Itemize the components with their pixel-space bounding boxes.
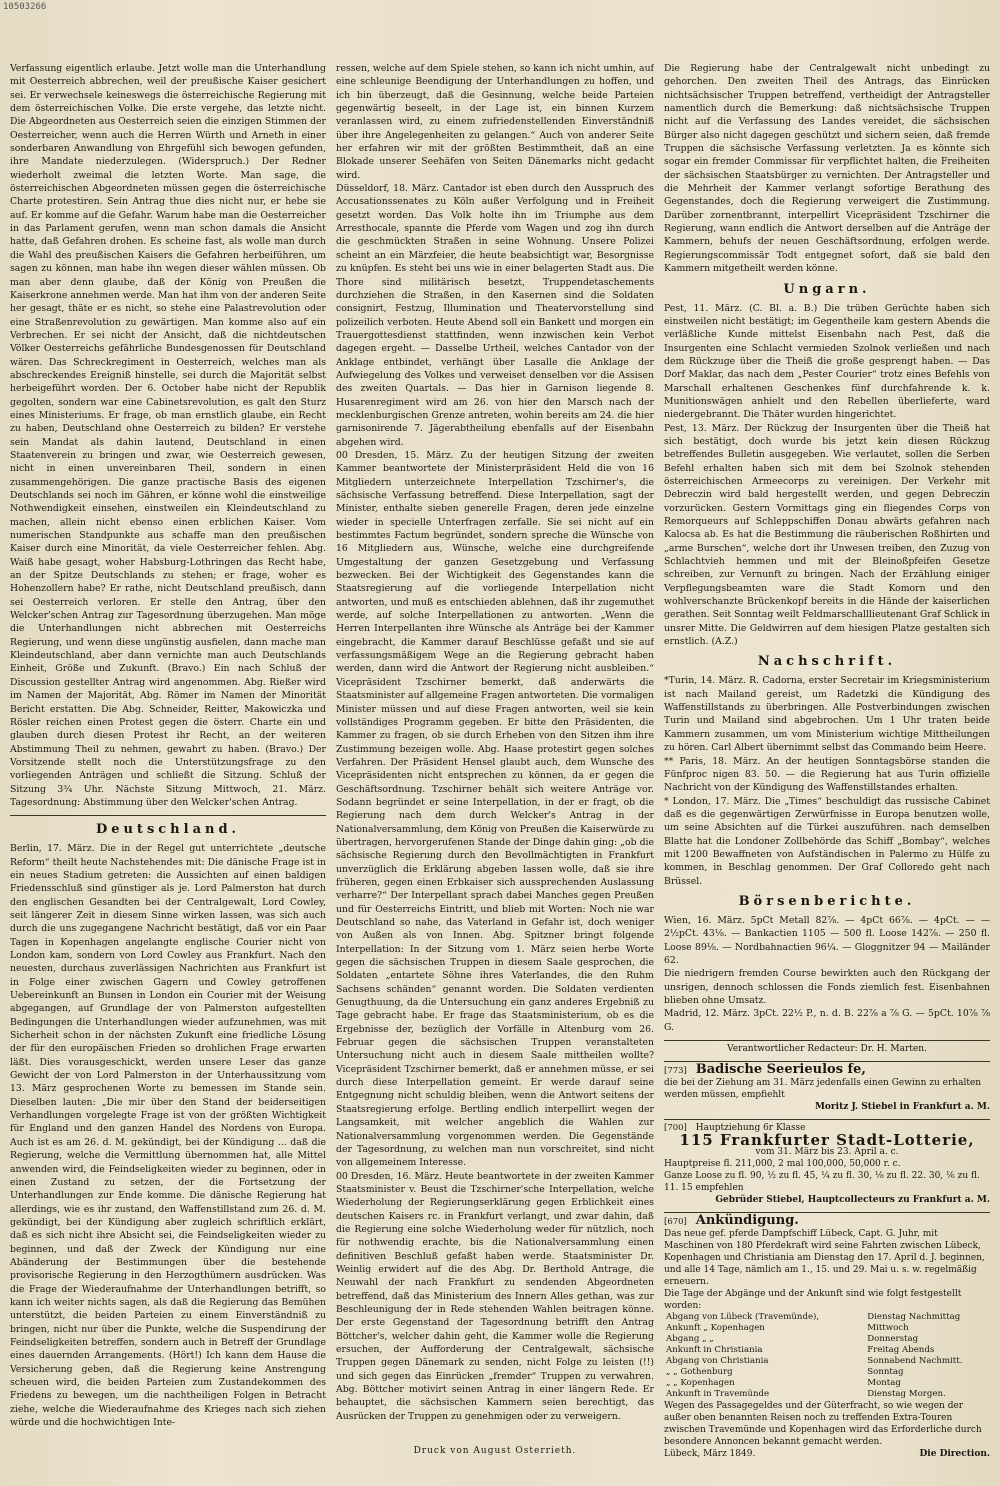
schedule-row xyxy=(664,1378,990,1389)
schedule-route: „ „ Gothenburg xyxy=(666,1367,733,1378)
column-2 xyxy=(336,62,654,1462)
ad-signature xyxy=(664,1448,990,1460)
article-paragraph: ressen, welche auf dem Spiele stehen, so kann ich nicht umhin, auf eine schleunige Beendigung der Unterhandlungen zu hoffen, und ich bin überzeugt, daß die Gesinnung, welche beide Parteien gegenwärtig beseelt, in der Lage ist, ein binnen Kurzem veranlassen wird, zu einem zufriedenstellenden Einverständniß über ihre Angelegenheiten zu gelangen.“ Auch von anderer Seite her erfahren wir mit der größten Bestimmtheit, daß an eine Blokade unserer Seehäfen von Seiten Dänemarks nicht gedacht wird. xyxy=(336,63,654,181)
article-paragraph: 00 Dresden, 15. März. Zu der heutigen Sitzung der zweiten Kammer beantwortete der Ministerpräsident Held die von 16 Mitgliedern unterzeichnete Interpellation Tzschirner's, die sächsische Verfassung betreffend. Diese Interpellation, sagt der Minister, enthalte sieben generelle Fragen, deren jede einzelne wieder in specielle Unterfragen zerfalle. Sie sei nicht auf ein bestimmtes Factum begründet, sondern spreche die Wünsche von 16 Mitgliedern aus, Wünsche, welche eine durchgreifende Umgestaltung der ganzen Gesetzgebung und Verfassung bezwecken. Bei der Wichtigkeit des Gegenstandes kann die Staatsregierung auf die vorliegende Interpellation nicht antworten, und muß es entschieden ablehnen, daß ihr zugemuthet werde, auf solche Interpellationen zu antworten. „Wenn die Herren Interpellanten ihre Wünsche als Anträge bei der Kammer eingebracht, die Kammer darauf Beschlüsse gefaßt und sie auf verfassungsmäßigem Wege an die Regierung gebracht haben werden, dann wird die Antwort der Regierung nicht ausbleiben.“ Vicepräsident Tzschirner bemerkt, daß anderwärts die Staatsminister auf allgemeine Fragen antworteten. Die vormaligen Minister müssen und auf diese Fragen antworten, weil sie kein vollständiges Programm gegeben. Er bitte den Präsidenten, die Kammer zu fragen, ob sie durch Erheben von den Sitzen ihm ihre Zustimmung bezeigen wolle. Abg. Haase protestirt gegen solches Verfahren. Der Präsident Hensel glaubt auch, dem Wunsche des Vicepräsidenten nicht entsprechen zu können, da er gegen die Geschäftsordnung. Tzschirner behält sich weitere Anträge vor. Sodann begründet er seine Interpellation, in der er fragt, ob die Regierung nach dem durch Welcker's Antrag in der Nationalversammlung, dem König von Preußen die Kaiserwürde zu übertragen, hervorgerufenen Stande der Dinge dahin ging: „ob die sächsische Regierung durch den Bevollmächtigten in Frankfurt unverzüglich die Erklärung abgeben lassen wolle, daß sie ihre früheren, gegen einen Erbkaiser sich aussprechenden Auslassung verharre?“ Der Interpellant sprach dabei Manches gegen Preußen und für Oesterreichs Eintritt, und blieb mit Worten: Noch nie war Deutschland so nahe, das Vaterland in Gefahr ist, doch weniger von Außen als von Innen. Abg. Spitzner bringt folgende Interpellation: In der Sitzung vom 1. März seien herbe Worte gegen die sächsischen Truppen in diesem Saale gesprochen, die Soldaten „entartete Söhne ihres Vaterlandes, die den Ruhm Sachsens schänden“ genannt worden. Die Soldaten verdienten Genugthuung, da die Untersuchung ein ganz anderes Ergebniß zu Tage gebracht habe. Er frage das Staatsministerium, ob es die Ergebnisse der, bezüglich der Vorfälle in Altenburg vom 26. Februar gegen die sächsischen Truppen veranstalteten Untersuchung nicht auch in diesem Saale mittheilen wollte? Vicepräsident Tzschirner bemerkt, daß er annehmen müsse, er sei durch diese Interpellation gemeint. Er werde darauf seine Entgegnung nicht schuldig bleiben, wenn die Antwort seitens der Staatsregierung erfolge. Bertling endlich interpellirt wegen der Langsamkeit, mit welcher angeblich die Wahlen zur Nationalversammlung vorgenommen werden. Die Gegenstände der Tagesordnung, zu welchen man nun vorschreitet, sind nicht von allgemeinem Interesse. xyxy=(336,449,654,1169)
ad-text: Wegen des Passagegeldes und der Güterfracht, so wie wegen der außer oben benannten Reisen noch zu treffenden Extra-Touren zwischen Travemünde und Kopenhagen wird das Erforderliche durch besondere Annoncen bekannt gemacht werden. xyxy=(664,1401,982,1448)
schedule-day: Montag xyxy=(867,1378,901,1389)
section-title-nachschrift: Nachschrift. xyxy=(757,654,897,670)
schedule-row xyxy=(664,1367,990,1378)
ad-number: [773] xyxy=(664,1066,687,1077)
article-paragraph: Verfassung eigentlich erlaube. Jetzt wolle man die Unterhandlung mit Oesterreich abbrechen, weil der preußische Kaiser gesichert sei. Er verwechsele keineswegs die österreichische Regierung mit dem österreichischen Volke. Die erste vergehe, das letzte nicht. Die Abgeordneten aus Oesterreich seien die einzigen Stimmen der Oesterreicher, wenn auch die Herren Würth und Arneth in einer sonderbaren Anwandlung von Ehrgefühl sich bewogen gefunden, ihre Mandate niederzulegen. (Widerspruch.) Der Redner wiederholt zweimal die letzten Worte. Man sage, die österreichischen Abgeordneten müssen gegen die österreichische Charte protestiren. Sein Antrag thue dies nicht nur, er hebe sie auf. Er komme auf die Gefahr. Warum habe man die Oesterreicher in das Parlament gerufen, wenn man schon damals die Ansicht hatte, daß Gefahren drohen. Es scheine fast, als wolle man durch die Wahl des preußischen Kaisers die Gefahren herbeiführen, um sagen zu können, man habe ihn wegen dieser wählen müssen. Ob man aber denn glaube, daß der König von Preußen die Kaiserkrone annehmen werde. Man hat ihm von der anderen Seite her gesagt, thäte er es nicht, so stehe eine Palastrevolution oder eine Straßenrevolution zu gewärtigen. Man komme also auf ein Verbrechen. Er sei nicht der Ansicht, daß die nichtdeutschen Völker Oesterreichs gefährliche Bundesgenossen für Deutschland wären. Das Schreckregiment in Oesterreich, welches man als abschreckendes Ereigniß hinstelle, sei durch die Majorität selbst herbeigeführt worden. Der 6. October habe nicht der Republik gegolten, sondern war eine Cabinetsrevolution, es galt den Sturz eines Ministeriums. Er frage, ob man ernstlich glaube, ein Recht zu haben, Deutschland ohne Oesterreich zu bilden? Er verstehe sein Mandat als dahin lautend, Deutschland in einen Staatenverein zu bringen und zwar, wie Oesterreich gewesen, nicht in einen unvereinbaren Theil, sondern in einen zusammengehörigen. Die ganze practische Basis des eigenen Deutschlands sei noch im Gähren, er könne wohl die einstweilige Nothwendigkeit einsehen, einstweilen ein Kleindeutschland zu machen, allein nicht ebenso einen erblichen Kaiser. Vom numerischen Standpunkte aus schaffe man den preußischen Kaiser durch eine Minorität, da viele Oesterreicher fehlen. Abg. Waiß habe gesagt, woher Habsburg-Lothringen das Recht habe, an der Spitze Deutschlands zu stehen; er frage, woher es Hohenzollern habe? Er rathe, nicht Deutschland preußisch, dann sei Oesterreich verloren. Er stelle den Antrag, über den Welcker'schen Antrag zur Tagesordnung überzugehen. Man möge die Unterhandlungen nicht abbrechen mit Oesterreichs Regierung, und wenn diese ungünstig ausfielen, dann mache man Kleindeutschland, aber dann vernichte man auch Deutschlands Einheit, Größe und Zukunft. (Bravo.) Ein nach Schluß der Discussion gestellter Antrag wird angenommen. Abg. Rießer wird im Namen der Majorität, Abg. Römer im Namen der Minorität Bericht erstatten. Die Abg. Schneider, Reitter, Makowiczka und Rösler reichen einen Protest gegen die österr. Charte ein und glauben durch diesen Protest ihr Recht, an der weiteren Abstimmung Theil zu nehmen, gewahrt zu haben. (Bravo.) Der Vorsitzende stellt noch die Unterstützungsfrage zu den vorliegenden Anträgen und schließt die Sitzung. Schluß der Sitzung 3¾ Uhr. Nächste Sitzung Mittwoch, 21. März. Tagesordnung: Abstimmung über den Welcker'schen Antrag. xyxy=(10,63,326,808)
schedule-row xyxy=(664,1312,990,1323)
schedule-table xyxy=(664,1312,990,1400)
ad-seller: Gebrüder Stiebel, Hauptcollecteurs zu Frankfurt a. M. xyxy=(715,1195,990,1206)
divider xyxy=(664,1119,990,1120)
ad-sign: Die Direction. xyxy=(919,1449,990,1460)
schedule-day: Dienstag Nachmittag xyxy=(867,1312,961,1323)
article-paragraph: * London, 17. März. Die „Times“ beschuldigt das russische Cabinet daß es die gegenwärtigen Zerwürfnisse in Europa benutzen wolle, um seine Absichten auf die Türkei auszuführen. nach demselben Blatte hat die Londoner Zollbehörde das Schiff „Bombay“, welches mit 1200 Bewaffneten von Aufständischen in Palermo zu Hülfe zu kommen, in Beschlag genommen. Der Graf Colloredo geht nach Brüssel. xyxy=(664,795,990,887)
section-title-boersenberichte: Börsenberichte. xyxy=(738,893,916,909)
schedule-row xyxy=(664,1345,990,1356)
schedule-day: Mittwoch xyxy=(867,1323,909,1334)
article-paragraph: Berlin, 17. März. Die in der Regel gut unterrichtete „deutsche Reform“ theilt heute Nachstehendes mit: Die dänische Frage ist in ein neues Stadium getreten: die Aussichten auf einen baldigen Friedensschluß sind günstiger als je. Lord Palmerston hat durch den englischen Gesandten bei der Centralgewalt, Lord Cowley, seit längerer Zeit in diesem Sinne wirken lassen, was sich auch durch die uns zugegangene Nachricht bestätigt, daß vor ein Paar Tagen in Kopenhagen angelangte englische Courier nicht von London kam, sondern von Lord Cowley aus Frankfurt. Nach den neuesten, durchaus zuverlässigen Nachrichten aus Frankfurt ist in Folge einer zwischen Gagern und Cowley getroffenen Uebereinkunft an Bunsen in London ein Courier mit der Weisung abgegangen, auf Grundlage der von Palmerston aufgestellten Bedingungen die Unterhandlungen wieder aufzunehmen, was mit Sicherheit schon in der nächsten Zukunft eine friedliche Lösung der für den europäischen Frieden so drohlichen Frage erwarten läßt. Dies vorausgeschickt, werden unsere Leser das ganze Gewicht der von Lord Palmerston in der Unterhaussitzung vom 13. März gesprochenen Worte zu bemessen im Stande sein. Dieselben lauten: „Die mir über den Stand der beiderseitigen Verhandlungen vorgelegte Frage ist von der größten Wichtigkeit für England und den ganzen Handel des Nordens von Europa. Auch ist es am 26. d. M. gekündigt, bei der Kündigung ... daß die Regierung, welche die Vermittlung übernommen hat, alle Mittel anwenden wird, die Feindseligkeiten wieder zu beginnen, oder in einen Zustand zu setzen, der die Fortsetzung der Unterhandlungen zur Ende komme. Die dänische Regierung hat allerdings, wie es ihr zustand, den Waffenstillstand zum 26. d. M. gekündigt, bei der Kündigung aber zugleich schriftlich erklärt, daß es sich nicht ihre Absicht sei, die Feindseligkeiten wieder zu beginnen, und daß der Zweck der Kündigung nur eine Abänderung der Bestimmungen über die bestehende provisorische Regierung in den Herzogthümern ausdrücken. Was die Frage der Wiederaufnahme der Unterhandlungen betrifft, so kann ich weiter nichts sagen, als daß die Regierung das Bemühen unterstützt, die beiden Parteien zu einem Einverständniß zu bringen, nicht nur über die Punkte, welche die Suspendirung der Feindseligkeiten betreffen, sondern auch in Betreff der Grundlage eines dauernden Arrangements. (Hört!) Ich kann dem Hause die Versicherung geben, daß die Regierung keine Anstrengung scheuen wird, die beiden Parteien zum Zustandekommen des Friedens zu bewegen, um die nachtheiligen Folgen in Betracht ziehe, welche die Wiederaufnahme des Krieges nach sich ziehen würde und die hochwichtigen Inte- xyxy=(10,843,326,1429)
schedule-row xyxy=(664,1356,990,1367)
schedule-row xyxy=(664,1334,990,1345)
article-paragraph: Madrid, 12. März. 3pCt. 22½ P., n. d. B. 22⅞ a ⅞ G. — 5pCt. 10⅞ ⅞ G. xyxy=(664,1008,990,1033)
schedule-day: Donnerstag xyxy=(867,1334,919,1345)
ad-dates: vom 31. März bis 23. April a. c. xyxy=(755,1147,899,1158)
advertisement-frankfurt-lottery xyxy=(664,1122,990,1206)
schedule-route: Ankunft in Travemünde xyxy=(666,1389,770,1400)
ad-text: die bei der Ziehung am 31. März jedenfalls einen Gewinn zu erhalten werden müssen, empfiehlt xyxy=(664,1078,982,1101)
ad-number: [670] xyxy=(664,1217,687,1228)
schedule-day: Freitag Abends xyxy=(867,1345,935,1356)
section-title-deutschland: Deutschland. xyxy=(95,822,241,838)
ad-prizes: Hauptpreise fl. 211,000, 2 mal 100,000, 50,000 r. c. xyxy=(664,1159,901,1170)
printer-imprint: Druck von August Osterrieth. xyxy=(413,1446,577,1456)
schedule-route: „ „ Kopenhagen xyxy=(666,1378,735,1389)
column-3 xyxy=(664,62,990,1462)
ad-text: Das neue gef. pferde Dampfschiff Lübeck, Capt. G. Juhr, mit Maschinen von 180 Pferdekraft wird seine Fahrten zwischen Lübeck, Kopenhagen und Christiania am Dienstag den 17. April d. J. beginnen, und alle 14 Tage, nämlich am 1., 15. und 29. Mai u. s. w. regelmäßig erneuern. xyxy=(664,1229,985,1288)
article-paragraph: Die niedrigern fremden Course bewirkten auch den Rückgang der unsrigen, dennoch schlossen die Fonds ziemlich fest. Eisenbahnen blieben ohne Umsatz. xyxy=(664,968,990,1006)
schedule-route: Abgang von Lübeck (Travemünde), xyxy=(666,1312,820,1323)
ad-sign-place: Lübeck, März 1849. xyxy=(664,1449,756,1460)
ad-subheading: Hauptziehung 6r Klasse xyxy=(695,1123,806,1134)
column-1 xyxy=(10,62,326,1462)
article-paragraph: Pest, 11. März. (C. Bl. a. B.) Die trüben Gerüchte haben sich einstweilen nicht bestätigt; im Gegentheile kam gestern Abends die verläßliche Kunde mittelst Eisenbahn nach Pest, daß die Insurgenten eine Schlacht vermieden Szolnok verließen und nach dem Rückzuge über die Theiß die große gesprengt haben. — Das Dorf Maklar, das nach dem „Pester Courier“ trotz eines Befehls von Marschall erhaltenen Geschenkes fünf durchfahrende k. k. Munitionswägen anhielt und den Rebellen überlieferte, ward niedergebrannt. Die Thäter wurden hingerichtet. xyxy=(664,302,990,421)
article-paragraph: Pest, 13. März. Der Rückzug der Insurgenten über die Theiß hat sich bestätigt, doch wurde bis jetzt kein diesen Rückzug betreffendes Bulletin ausgegeben. Wie verlautet, sollen die Serben Befehl erhalten haben sich mit dem bei Szolnok stehenden österreichischen Armeecorps zu vereinigen. Der Verkehr mit Debreczin wird bald hergestellt werden, und gegen Debreczin vorzurücken. Gestern Vormittags ging ein fliegendes Corps von Remorqueurs auf Schleppschiffen Donau abwärts gefahren nach Kalocsa ab. Es hat die Bestimmung die räuberischen Roßhirten und „arme Burschen“, welche dort ihr Unwesen treiben, den Zuzug von Schlachtvieh hemmen und mit der Bleinoßpfeifen Gesetze schreiben, zur Vernunft zu bringen. Nach der Erzählung einiger Verpflegungsbeamten ware die Stadt Komorn und den wohlverschanzte Brückenkopf bereits in die Hände der kaiserlichen gerathen. Seit Sonntag weilt Feldmarschalllieutenant Graf Schlick in unsrer Mitte. Die Geldwirren auf dem hiesigen Platze gestalten sich ernstlich. (A.Z.) xyxy=(664,422,990,648)
schedule-route: Abgang „ „ xyxy=(666,1334,714,1345)
ad-prices: Ganze Loose zu fl. 90, ½ zu fl. 45, ¼ zu fl. 30, ⅛ zu fl. 22. 30, ⅙ zu fl. 11. 15 empfehlen xyxy=(664,1171,980,1194)
ad-heading: Badische Seerieulos fe, xyxy=(695,1062,866,1078)
columns xyxy=(10,62,990,1462)
article-paragraph: Düsseldorf, 18. März. Cantador ist eben durch den Ausspruch des Accusationssenates zu Köln außer Verfolgung und in Freiheit gesetzt worden. Das Volk holte ihn im Triumphe aus dem Arresthocale, spannte die Pferde vom Wagen und zog ihn durch die geschmückten Straßen in seine Wohnung. Unsere Polizei scheint an ein Märzfeier, die heute beabsichtigt war, Besorgnisse zu knüpfen. Es steht bei uns wie in einer belagerten Stadt aus. Die Thore sind militärisch besetzt, Truppendetaschements durchziehen die Straßen, in den Kasernen sind die Soldaten consignirt, Festzug, Illumination und Theatervorstellung sind polizeilich verboten. Heute Abend soll ein Bankett und morgen ein Trauergottesdienst stattfinden, wenn inzwischen kein Verbot dagegen ergeht. — Dasselbe Urtheil, welches Cantador von der Anklage entbindet, verhängt über Lasalle die Anklage der Aufwiegelung des Volkes und verweiset denselben vor die Assisen des zweiten Quartals. — Das hier in Garnison liegende 8. Husarenregiment wird am 26. von hier den Marsch nach der mecklenburgischen Grenze antreten, wohin bereits am 24. die hier garnisonirende 7. Jägerabtheilung ebenfalls auf der Eisenbahn abgehen wird. xyxy=(336,183,654,448)
article-paragraph: ** Paris, 18. März. An der heutigen Sonntagsbörse standen die Fünfproc nigen 83. 50. — die Regierung hat aus Turin offizielle Nachricht von der Kündigung des Waffenstillstandes erhalten. xyxy=(664,755,990,794)
divider xyxy=(664,1040,990,1041)
section-title-ungarn: Ungarn. xyxy=(783,281,871,297)
archive-id: 10503266 xyxy=(3,2,47,12)
ad-heading: 115 Frankfurter Stadt-Lotterie, xyxy=(679,1131,975,1150)
schedule-row xyxy=(664,1389,990,1400)
ad-number: [700] xyxy=(664,1123,687,1134)
ad-seller: Moritz J. Stiebel in Frankfurt a. M. xyxy=(814,1102,990,1113)
article-paragraph: 00 Dresden, 16. März. Heute beantwortete in der zweiten Kammer Staatsminister v. Beust die Tzschirner'sche Interpellation, welche Wiederholung der Regierungserklärung gegen Erblichkeit eines deutschen Kaisers rc. in Frankfurt verlangt, und zwar dahin, daß die Regierung eine solche Wiederholung weder für nützlich, noch für nothwendig erachte, bis die Nationalversammlung einen definitiven Beschluß gefaßt haben werde. Staatsminister Dr. Weinlig erwidert auf die des Abg. Dr. Berthold Antrage, die Neuwahl der nach Frankfurt zu sendenden Abgeordneten betreffend, daß das Ministerium des Innern Alles gethan, was zur Beschleunigung der in Rede stehenden Wahlen beitragen könne. Der erste Gegenstand der Tagesordnung betrifft den Antrag Böttcher's, welcher dahin geht, die Kammer wolle die Regierung ersuchen, der Aufforderung der Centralgewalt, sächsische Truppen gegen Dänemark zu senden, nicht Folge zu leisten (!!) und sich gegen das Einrücken „fremder“ Truppen zu verwahren. Abg. Böttcher motivirt seinen Antrag in einer längern Rede. Er behauptet, die sächsischen Kammern seien berechtigt, das Ausrücken der Truppen zu genehmigen oder zu verweigern. xyxy=(336,1170,654,1422)
schedule-day: Dienstag Morgen. xyxy=(867,1389,946,1400)
article-paragraph: Wien, 16. März. 5pCt Metall 82⅞. — 4pCt 66⅞. — 4pCt. — — 2½pCt. 43⅛. — Bankactien 1105 — 500 fl. Loose 142⅞. — 250 fl. Loose 89⅛. — Nordbahnactien 96¼. — Gloggnitzer 94 — Mailänder 62. xyxy=(664,914,990,966)
advertisement-lottery-baden xyxy=(664,1064,990,1113)
editor-line: Verantwortlicher Redacteur: Dr. H. Marten. xyxy=(727,1044,927,1055)
schedule-route: Ankunft in Christiania xyxy=(666,1345,763,1356)
schedule-route: Ankunft „ Kopenhagen xyxy=(666,1323,765,1334)
ad-text: Die Tage der Abgänge und der Ankunft sind wie folgt festgestellt worden: xyxy=(664,1289,962,1312)
schedule-row xyxy=(664,1323,990,1334)
ad-heading: Ankündigung. xyxy=(695,1213,799,1229)
schedule-route: Abgang von Christiania xyxy=(666,1356,769,1367)
divider xyxy=(10,815,326,816)
article-paragraph: Die Regierung habe der Centralgewalt nicht unbedingt zu gehorchen. Den zweiten Theil des Antrags, das Einrücken nichtsächsischer Truppen betreffend, vertheidigt der Antragsteller namentlich durch die Bemerkung: daß nichtsächsische Truppen nicht auf die Verfassung des Landes vereidet, die sächsischen Bürger also nicht dagegen geschützt und sichern seien, daß fremde Truppen die sächsische Verfassung verletzten. Ja es könnte sich sogar ein fremder Commissar für verpflichtet halten, die Freiheiten der sächsischen Staatsbürger zu vernichten. Der Antragsteller und die Mehrheit der Kammer verlangt sofortige Berathung des Gegenstandes, doch die Regierung verweigert die Zustimmung. Darüber zornentbrannt, interpellirt Vicepräsident Tzschirner die Regierung, wann endlich die Antwort derselben auf die Anträge der Kammern, behufs der neuen Geschäftsordnung, erfolgen werde. Regierungscommissär Todt entgegnet sofort, daß sie bald den Kammern mitgetheilt werden könne. xyxy=(664,63,990,275)
schedule-day: Sonnabend Nachmitt. xyxy=(867,1356,963,1367)
advertisement-steamship xyxy=(664,1215,990,1460)
article-paragraph: *Turin, 14. März. R. Cadorna, erster Secretair im Kriegsministerium ist nach Mailand gereist, um Radetzki die Kündigung des Waffenstillstands zu überbringen. Alle Postverbindungen zwischen Turin und Mailand sind abgebrochen. Um 1 Uhr traten beide Kammern zusammen, um vom Ministerium wichtige Mittheilungen zu hören. Carl Albert übernimmt selbst das Commando beim Heere. xyxy=(664,675,990,754)
schedule-day: Sonntag xyxy=(867,1367,904,1378)
